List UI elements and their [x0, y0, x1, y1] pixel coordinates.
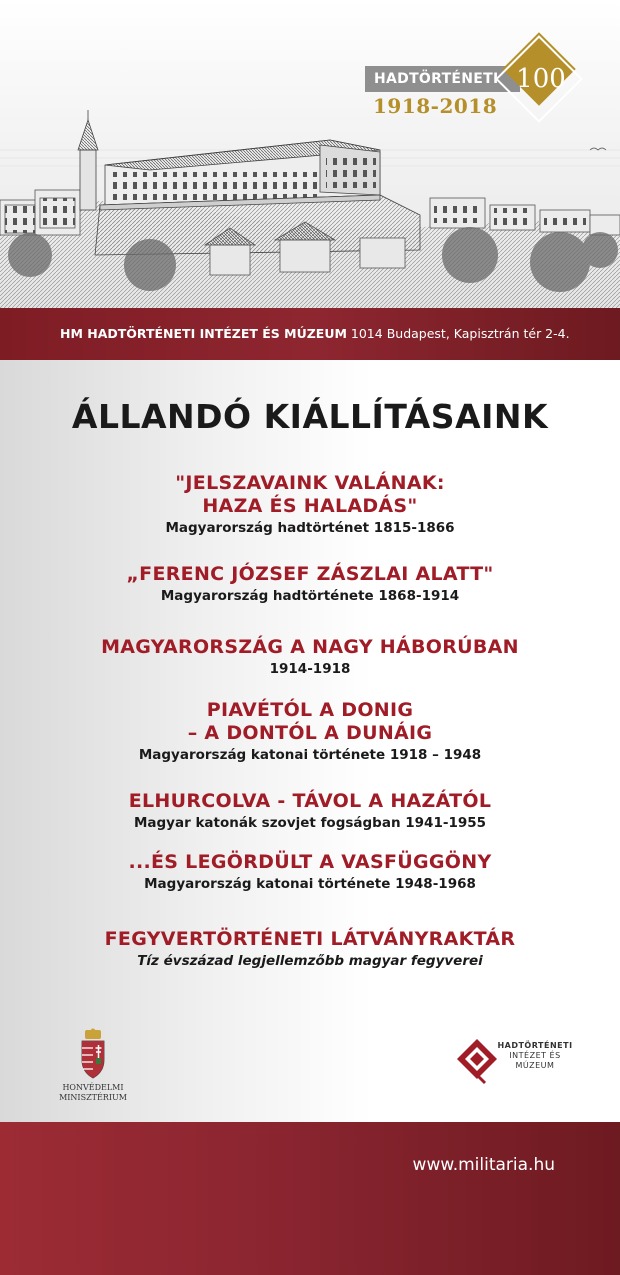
institute-logo: [455, 1035, 575, 1115]
exhibition-item: [0, 563, 620, 606]
institute-emblem-icon: [455, 1035, 500, 1095]
exhibition-title: PIAVÉTÓL A DONIG: [206, 699, 414, 721]
exhibition-subtitle: 1914-1918: [269, 661, 351, 677]
exhibition-item: [0, 636, 620, 679]
castle-engraving: [0, 0, 620, 310]
badge-label: HADTÖRTÉNETI: [374, 71, 499, 87]
exhibition-subtitle: Magyarország katonai története 1918 – 1948: [138, 747, 482, 763]
exhibition-title: – A DONTÓL A DUNÁIG: [187, 722, 433, 744]
institution-name: HM HADTÖRTÉNETI INTÉZET ÉS MÚZEUM: [60, 326, 347, 341]
exhibition-subtitle: Magyar katonák szovjet fogságban 1941-1955: [133, 815, 487, 831]
ministry-logo-line: HONVÉDELMI: [62, 1083, 124, 1092]
footer-bar: [0, 1122, 620, 1275]
exhibition-item: [0, 928, 620, 971]
exhibition-subtitle: Magyarország hadtörténete 1868-1914: [160, 588, 460, 604]
exhibition-subtitle: Magyarország hadtörténet 1815-1866: [165, 520, 455, 536]
exhibition-subtitle: Magyarország katonai története 1948-1968: [144, 876, 476, 892]
exhibition-title: MAGYARORSZÁG A NAGY HÁBORÚBAN: [101, 636, 519, 658]
address-bar: [0, 308, 620, 360]
page-title: ÁLLANDÓ KIÁLLÍTÁSAINK: [71, 397, 549, 436]
exhibition-item: [0, 699, 620, 765]
exhibition-subtitle: Tíz évszázad legjellemzőbb magyar fegyverei: [137, 953, 483, 969]
main-content: [0, 395, 620, 439]
exhibition-title: HAZA ÉS HALADÁS": [202, 495, 418, 517]
ministry-logo-caption: [58, 1083, 128, 1103]
exhibition-title: ...ÉS LEGÖRDÜLT A VASFÜGGÖNY: [128, 851, 492, 873]
exhibition-title: "JELSZAVAINK VALÁNAK:: [175, 472, 445, 494]
exhibition-title: „FERENC JÓZSEF ZÁSZLAI ALATT": [126, 563, 494, 585]
badge-years: 1918-2018: [373, 94, 498, 118]
institute-logo-line: INTÉZET ÉS: [509, 1051, 561, 1060]
coat-of-arms-icon: [58, 1028, 128, 1083]
website-link[interactable]: www.militaria.hu: [412, 1155, 555, 1175]
exhibition-item: [0, 851, 620, 894]
centenary-badge: [365, 40, 585, 130]
exhibition-title: FEGYVERTÖRTÉNETI LÁTVÁNYRAKTÁR: [104, 928, 516, 950]
exhibition-item: [0, 790, 620, 833]
ministry-logo-line: MINISZTÉRIUM: [59, 1093, 127, 1102]
ministry-logo: [58, 1028, 128, 1108]
badge-number: 100: [516, 64, 566, 94]
institute-logo-line: HADTÖRTÉNETI: [497, 1041, 573, 1050]
institute-logo-line: MÚZEUM: [515, 1061, 555, 1070]
address-line: [60, 326, 570, 341]
institution-address: 1014 Budapest, Kapisztrán tér 2-4.: [350, 326, 570, 341]
institute-logo-caption: [495, 1041, 575, 1071]
exhibition-item: [0, 472, 620, 538]
exhibition-title: ELHURCOLVA - TÁVOL A HAZÁTÓL: [128, 790, 492, 812]
